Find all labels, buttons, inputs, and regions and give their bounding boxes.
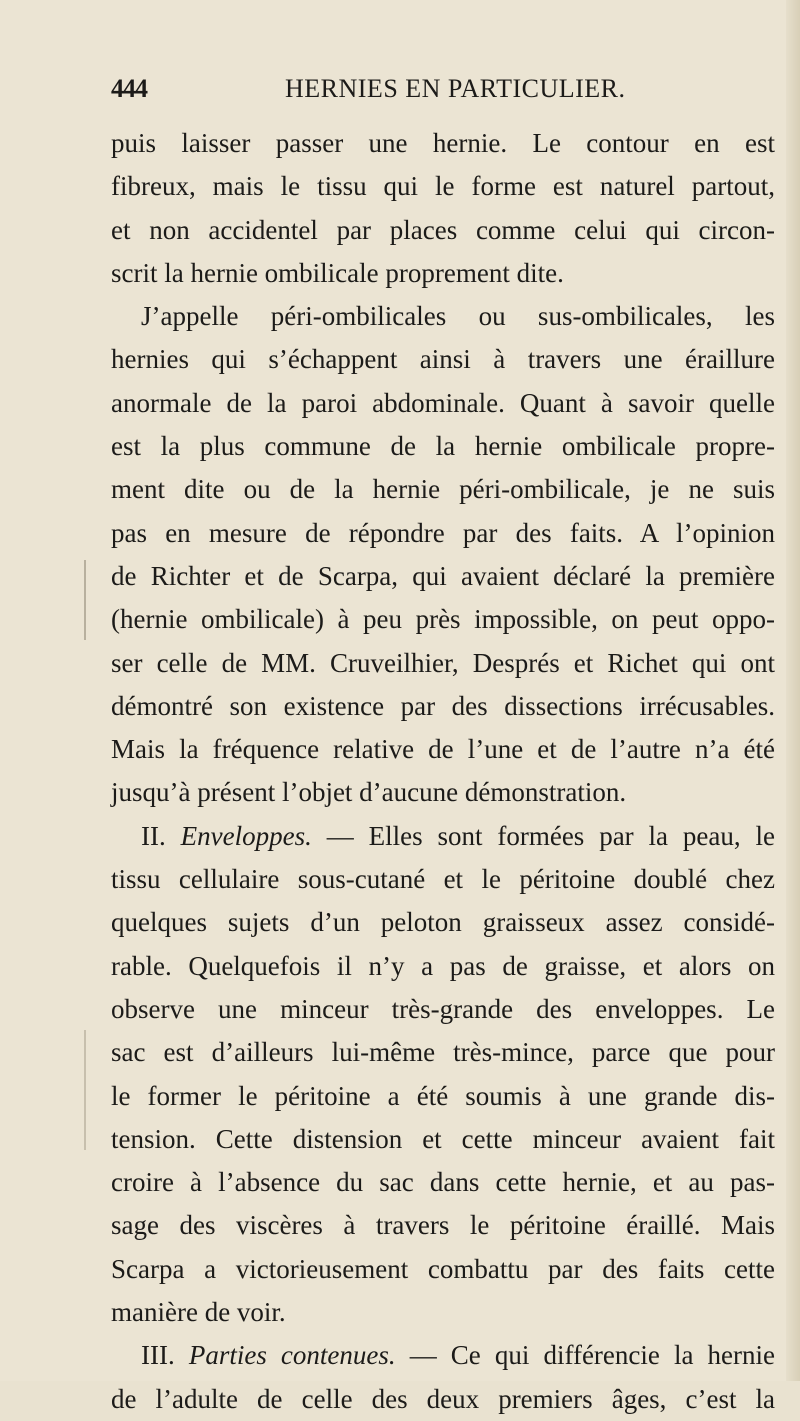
text-line: et non accidentel par places comme celui qui circon-: [111, 214, 775, 245]
text-line: pas en mesure de répondre par des faits. A l’opinion: [111, 517, 775, 548]
text-line: démontré son existence par des dissections irrécusables.: [111, 690, 775, 721]
text-line: scrit la hernie ombilicale proprement dite.: [111, 257, 564, 288]
text-line: est la plus commune de la hernie ombilicale propre-: [111, 431, 775, 462]
text-line: hernies qui s’échappent ainsi à travers une éraillure: [111, 344, 775, 375]
section-heading-line: [111, 1334, 775, 1377]
section-text: — Elles sont formées par la peau, le: [311, 820, 776, 851]
body-text: [111, 122, 775, 1421]
section-numeral: II.: [141, 820, 166, 851]
section-heading-line: [111, 815, 775, 858]
page-header: [111, 74, 711, 114]
margin-mark: [84, 1030, 90, 1150]
text-line: sage des viscères à travers le péritoine éraillé. Mais: [111, 1210, 775, 1241]
text-line: fibreux, mais le tissu qui le forme est naturel partout,: [111, 171, 775, 202]
text-line: jusqu’à présent l’objet d’aucune démonstration.: [111, 777, 627, 808]
text-line: tension. Cette distension et cette minceur avaient fait: [111, 1123, 775, 1154]
text-line: de Richter et de Scarpa, qui avaient déclaré la première: [111, 560, 775, 591]
section-title: Parties contenues.: [188, 1340, 396, 1371]
text-line: Mais la fréquence relative de l’une et de l’autre n’a été: [111, 734, 775, 765]
text-line: ment dite ou de la hernie péri-ombilicale, je ne suis: [111, 474, 775, 505]
section-text: — Ce qui différencie la hernie: [395, 1340, 775, 1371]
page-edge: [786, 0, 800, 1381]
text-line: tissu cellulaire sous-cutané et le péritoine doublé chez: [111, 864, 775, 895]
text-line: anormale de la paroi abdominale. Quant à savoir quelle: [111, 387, 775, 418]
text-line: observe une minceur très-grande des enveloppes. Le: [111, 993, 775, 1024]
text-line: puis laisser passer une hernie. Le contour en est: [111, 128, 775, 158]
section-numeral: III.: [141, 1340, 175, 1371]
text-line: croire à l’absence du sac dans cette hernie, et au pas-: [111, 1167, 775, 1198]
text-line: Scarpa a victorieusement combattu par des faits cette: [111, 1253, 775, 1284]
text-line: sac est d’ailleurs lui-même très-mince, parce que pour: [111, 1037, 775, 1068]
text-line: J’appelle péri-ombilicales ou sus-ombilicales, les: [141, 301, 775, 332]
section-title: Enveloppes.: [180, 820, 312, 851]
text-line: manière de voir.: [111, 1297, 286, 1328]
text-line: quelques sujets d’un peloton graisseux assez considé-: [111, 907, 775, 938]
page-number: 444: [111, 74, 147, 103]
text-line: de l’adulte de celle des deux premiers âges, c’est la: [111, 1383, 775, 1414]
margin-mark: [84, 560, 90, 640]
text-line: (hernie ombilicale) à peu près impossible, on peut oppo-: [111, 604, 775, 635]
text-line: ser celle de MM. Cruveilhier, Després et Richet qui ont: [111, 647, 775, 678]
text-line: rable. Quelquefois il n’y a pas de graisse, et alors on: [111, 950, 775, 981]
text-line: le former le péritoine a été soumis à une grande dis-: [111, 1080, 775, 1111]
running-head: HERNIES EN PARTICULIER.: [285, 74, 626, 103]
